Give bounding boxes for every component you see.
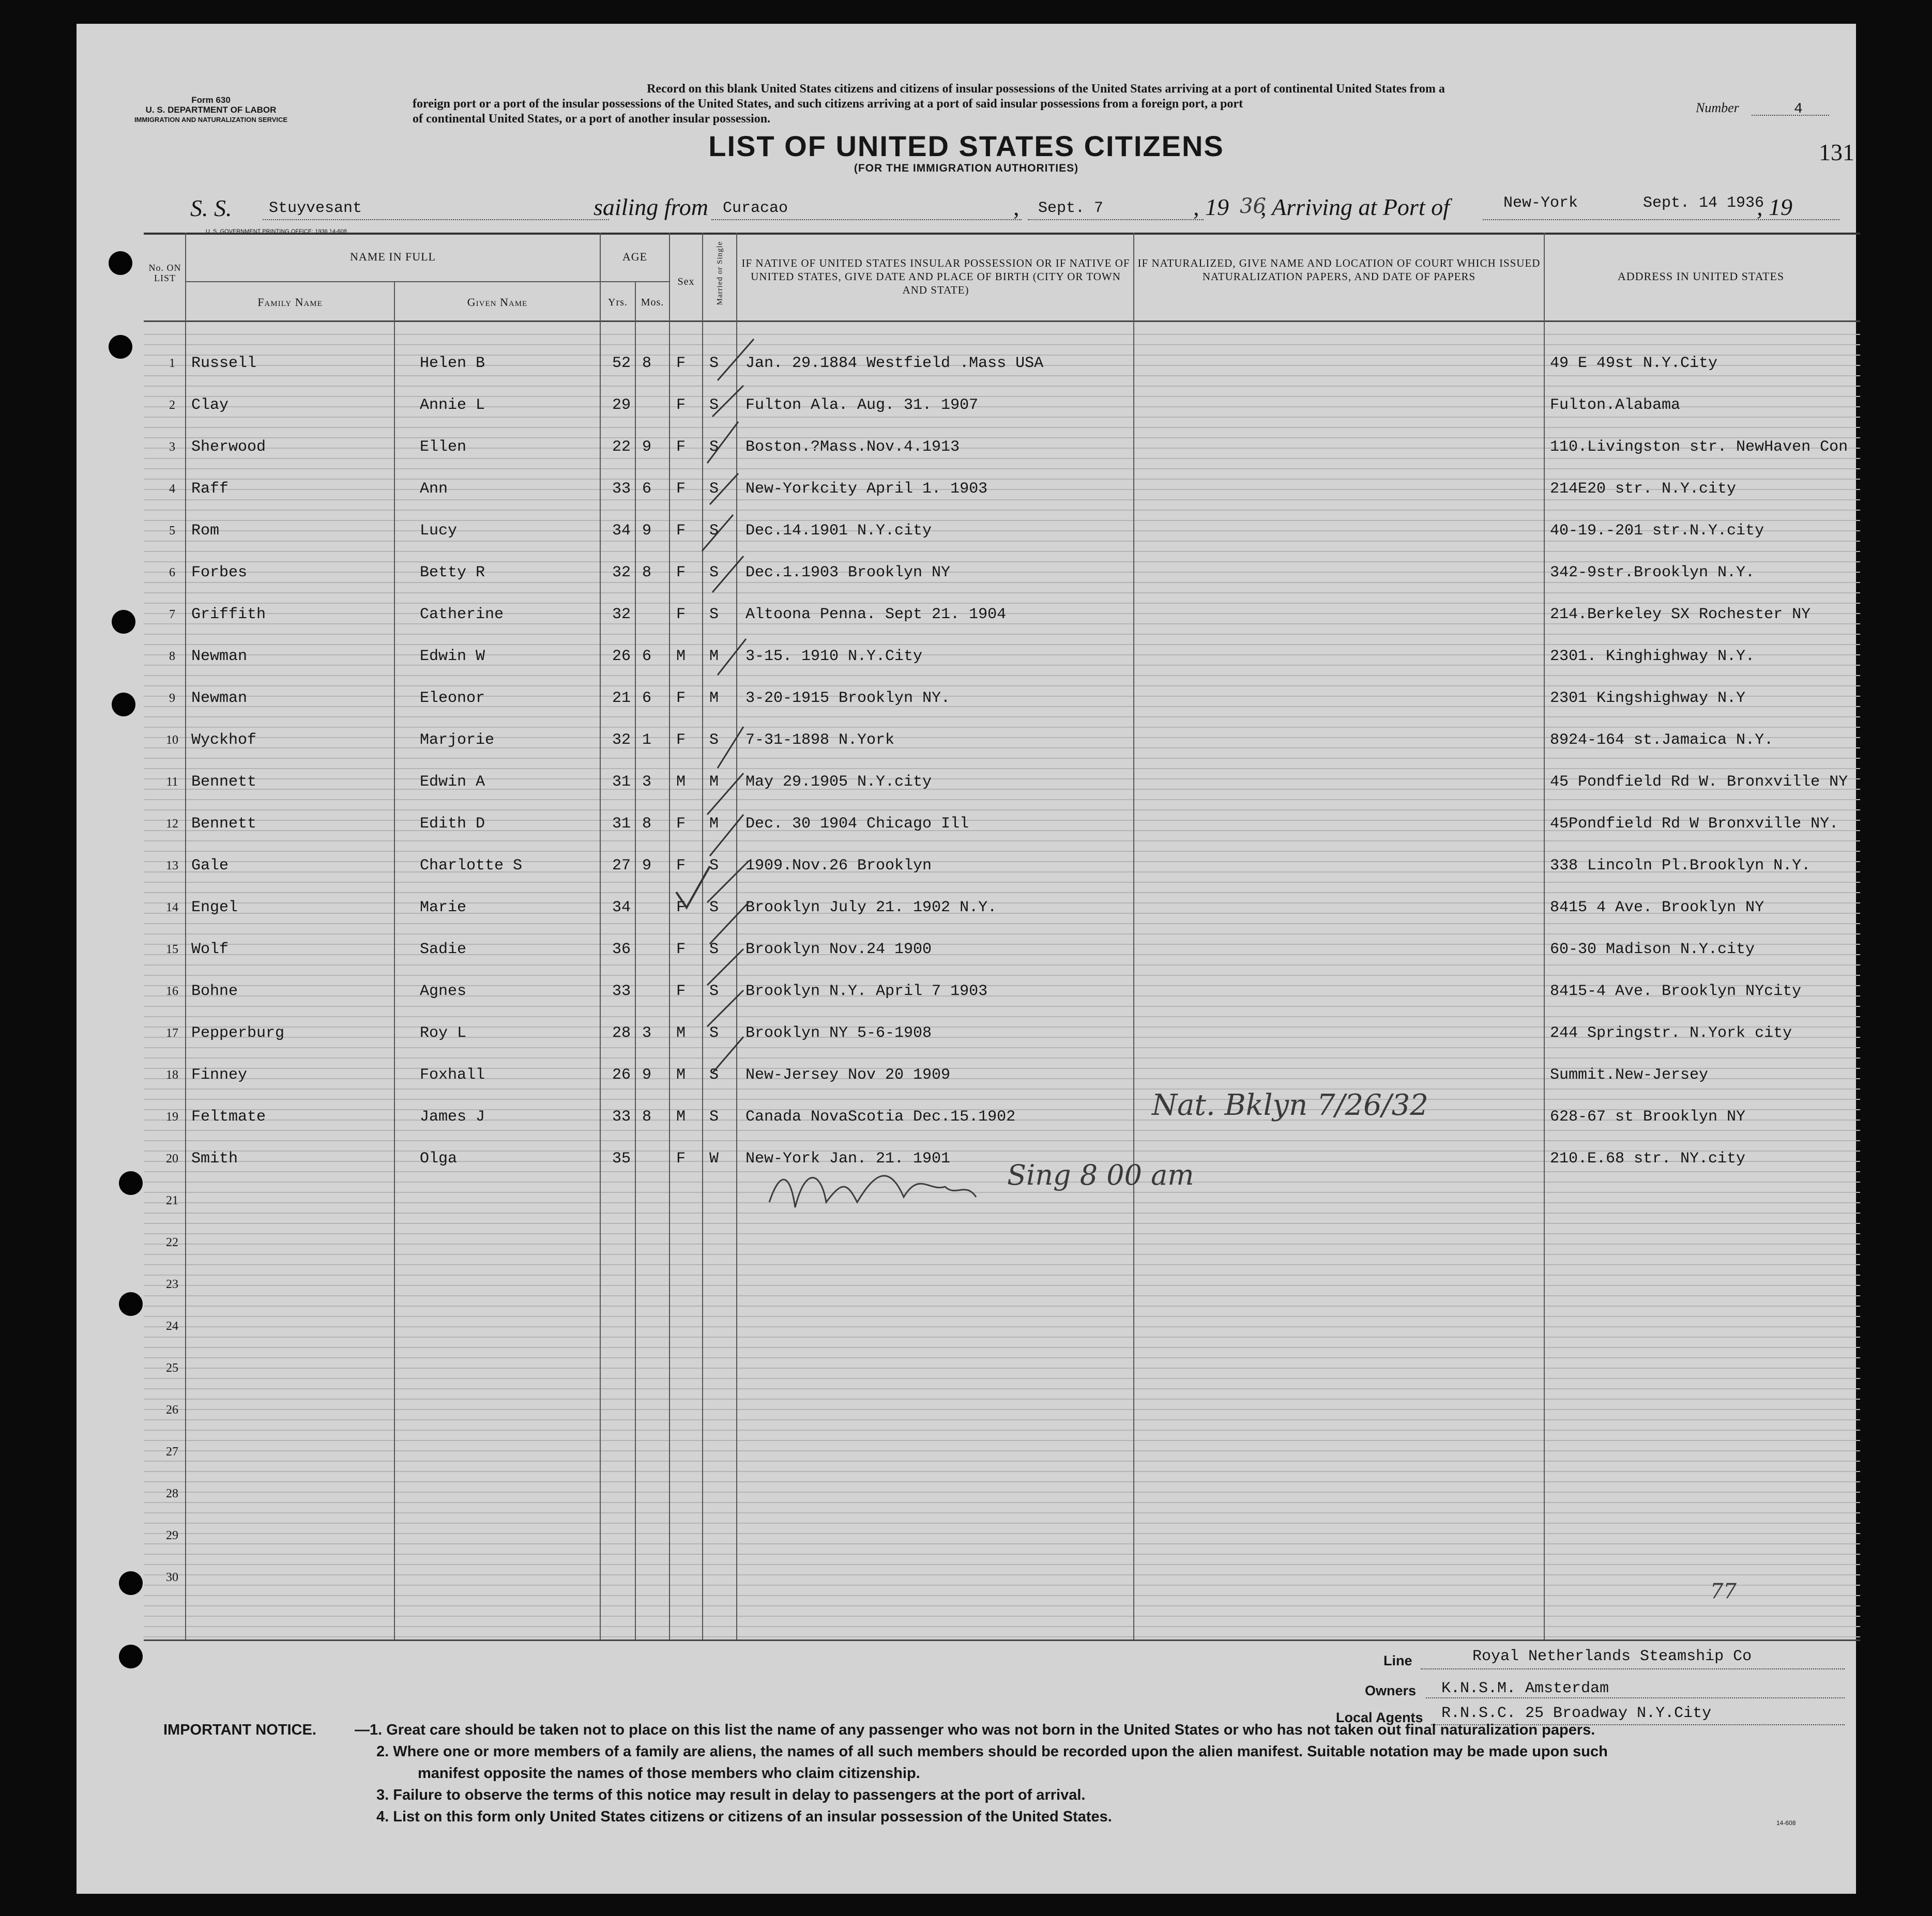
cell-ms: M bbox=[709, 815, 719, 833]
cell-address: 210.E.68 str. NY.city bbox=[1550, 1150, 1746, 1168]
header-birth: IF NATIVE OF UNITED STATES INSULAR POSSESSION OR IF NATIVE OF UNITED STATES, GIVE DATE AND PLACE OF BIRTH (CITY OR TOWN AND STATE) bbox=[741, 257, 1130, 296]
cell-given: Edith D bbox=[420, 815, 485, 833]
row-number: 4 bbox=[169, 482, 175, 496]
row-number: 5 bbox=[169, 524, 175, 538]
cell-ms: S bbox=[709, 983, 719, 1000]
footer-code: 14-608 bbox=[1776, 1819, 1796, 1827]
cell-given: Agnes bbox=[420, 983, 467, 1000]
cell-given: Eleonor bbox=[420, 689, 485, 707]
cell-yrs: 33 bbox=[612, 1108, 631, 1126]
row-number: 11 bbox=[166, 775, 178, 789]
cell-sex: M bbox=[676, 648, 686, 665]
row-number: 14 bbox=[166, 901, 178, 914]
header-address: ADDRESS IN UNITED STATES bbox=[1617, 270, 1785, 283]
cell-sex: F bbox=[676, 396, 686, 414]
cell-address: Summit.New-Jersey bbox=[1550, 1066, 1709, 1084]
row-number: 1 bbox=[169, 357, 175, 370]
cell-address: 45 Pondfield Rd W. Bronxville NY bbox=[1550, 773, 1848, 791]
department-name: U. S. DEPARTMENT OF LABOR bbox=[145, 105, 277, 115]
row-number: 28 bbox=[166, 1487, 178, 1500]
cell-family: Feltmate bbox=[191, 1108, 266, 1126]
cell-given: Charlotte S bbox=[420, 857, 523, 875]
header-name-in-full: NAME IN FULL bbox=[350, 250, 436, 263]
from-port: Curacao bbox=[723, 200, 788, 217]
cell-ms: S bbox=[709, 731, 719, 749]
cell-sex: F bbox=[676, 815, 686, 833]
cell-ms: M bbox=[709, 773, 719, 791]
cell-yrs: 35 bbox=[612, 1150, 631, 1168]
manifest-sheet bbox=[77, 24, 1856, 1894]
cell-sex: F bbox=[676, 355, 686, 372]
cell-ms: M bbox=[709, 689, 719, 707]
cell-sex: F bbox=[676, 606, 686, 623]
row-number: 20 bbox=[166, 1152, 178, 1166]
cell-address: 214.Berkeley SX Rochester NY bbox=[1550, 606, 1811, 623]
cell-mos: 9 bbox=[642, 1066, 652, 1084]
cell-family: Newman bbox=[191, 689, 248, 707]
cell-sex: F bbox=[676, 899, 686, 916]
cell-ms: W bbox=[709, 1150, 719, 1168]
cell-sex: F bbox=[676, 689, 686, 707]
cell-birth: Fulton Ala. Aug. 31. 1907 bbox=[746, 396, 979, 414]
cell-mos: 9 bbox=[642, 438, 652, 456]
row-number: 19 bbox=[166, 1110, 178, 1124]
agents-value: R.N.S.C. 25 Broadway N.Y.City bbox=[1441, 1705, 1712, 1722]
cell-address: 8415-4 Ave. Brooklyn NYcity bbox=[1550, 983, 1802, 1000]
year-prefix: , 19 bbox=[1193, 194, 1229, 220]
header-no: No. ON LIST bbox=[148, 263, 181, 283]
row-number: 26 bbox=[166, 1403, 178, 1417]
row-number: 8 bbox=[169, 650, 175, 663]
owners-value: K.N.S.M. Amsterdam bbox=[1441, 1680, 1609, 1697]
page-subtitle: (FOR THE IMMIGRATION AUTHORITIES) bbox=[854, 162, 1079, 174]
cell-birth: 7-31-1898 N.York bbox=[746, 731, 895, 749]
cell-yrs: 34 bbox=[612, 899, 631, 916]
cell-mos: 3 bbox=[642, 1024, 652, 1042]
cell-given: James J bbox=[420, 1108, 485, 1126]
cell-yrs: 28 bbox=[612, 1024, 631, 1042]
cell-yrs: 29 bbox=[612, 396, 631, 414]
owners-label: Owners bbox=[1365, 1683, 1417, 1698]
cell-mos: 8 bbox=[642, 564, 652, 581]
service-name: IMMIGRATION AND NATURALIZATION SERVICE bbox=[134, 116, 288, 124]
cell-given: Edwin W bbox=[420, 648, 485, 665]
instructions-line: foreign port or a port of the insular possessions of the United States, and such citizens arriving at a port of said insular possessions from a foreign port, a port bbox=[413, 97, 1243, 111]
cell-birth: Dec.1.1903 Brooklyn NY bbox=[746, 564, 951, 581]
cell-family: Bohne bbox=[191, 983, 238, 1000]
cell-family: Russell bbox=[191, 355, 257, 372]
cell-mos: 3 bbox=[642, 773, 652, 791]
cell-mos: 8 bbox=[642, 815, 652, 833]
cell-birth: Dec.14.1901 N.Y.city bbox=[746, 522, 932, 540]
cell-family: Newman bbox=[191, 648, 248, 665]
cell-family: Engel bbox=[191, 899, 238, 916]
cell-mos: 6 bbox=[642, 480, 652, 498]
cell-address: 2301 Kingshighway N.Y bbox=[1550, 689, 1746, 707]
cell-mos: 6 bbox=[642, 648, 652, 665]
cell-family: Bennett bbox=[191, 815, 257, 833]
arrival-port: New-York bbox=[1503, 194, 1578, 212]
cell-address: 8924-164 st.Jamaica N.Y. bbox=[1550, 731, 1774, 749]
header-family-name: Family Name bbox=[257, 296, 323, 309]
cell-yrs: 52 bbox=[612, 355, 631, 372]
cell-yrs: 26 bbox=[612, 1066, 631, 1084]
cell-birth: Brooklyn Nov.24 1900 bbox=[746, 941, 932, 958]
cell-family: Pepperburg bbox=[191, 1024, 285, 1042]
year-prefix-2: , 19 bbox=[1757, 194, 1792, 220]
cell-birth: Canada NovaScotia Dec.15.1902 bbox=[746, 1108, 1016, 1126]
ship-name: Stuyvesant bbox=[269, 200, 362, 217]
header-mos: Mos. bbox=[641, 297, 664, 308]
row-number: 27 bbox=[166, 1445, 178, 1459]
cell-given: Sadie bbox=[420, 941, 467, 958]
cell-yrs: 22 bbox=[612, 438, 631, 456]
page-number: 131 bbox=[1819, 139, 1854, 165]
cell-given: Roy L bbox=[420, 1024, 467, 1042]
cell-birth: Brooklyn July 21. 1902 N.Y. bbox=[746, 899, 997, 916]
row-number: 23 bbox=[166, 1278, 178, 1291]
notice-item: 4. List on this form only United States citizens or citizens of an insular possession of the United States. bbox=[376, 1808, 1112, 1825]
row-number: 2 bbox=[169, 398, 175, 412]
printer-note: U. S. GOVERNMENT PRINTING OFFICE: 1936 14-608 bbox=[206, 228, 347, 235]
cell-family: Forbes bbox=[191, 564, 248, 581]
cell-mos: 8 bbox=[642, 355, 652, 372]
owners-rule bbox=[1426, 1697, 1845, 1698]
cell-yrs: 21 bbox=[612, 689, 631, 707]
cell-birth: Jan. 29.1884 Westfield .Mass USA bbox=[746, 355, 1044, 372]
row-number: 18 bbox=[166, 1068, 178, 1082]
comma: , bbox=[1013, 194, 1020, 220]
cell-sex: F bbox=[676, 983, 686, 1000]
cell-ms: S bbox=[709, 1066, 719, 1084]
cell-address: 45Pondfield Rd W Bronxville NY. bbox=[1550, 815, 1839, 833]
notice-item: —1. Great care should be taken not to place on this list the name of any passenger who was not born in the United States or who has not taken out final naturalization papers. bbox=[355, 1722, 1595, 1738]
cell-yrs: 33 bbox=[612, 480, 631, 498]
cell-yrs: 31 bbox=[612, 773, 631, 791]
cell-given: Ellen bbox=[420, 438, 467, 456]
notice-item: 2. Where one or more members of a family are aliens, the names of all such members should be recorded upon the alien manifest. Suitable notation may be made upon such bbox=[376, 1743, 1608, 1760]
header-age: AGE bbox=[622, 250, 648, 263]
cell-given: Foxhall bbox=[420, 1066, 485, 1084]
cell-family: Bennett bbox=[191, 773, 257, 791]
sailing-from-label: sailing from bbox=[594, 194, 708, 220]
cell-ms: S bbox=[709, 396, 719, 414]
cell-given: Betty R bbox=[420, 564, 485, 581]
cell-family: Wolf bbox=[191, 941, 229, 958]
cell-mos: 9 bbox=[642, 857, 652, 875]
cell-address: 628-67 st Brooklyn NY bbox=[1550, 1108, 1746, 1126]
cell-mos: 8 bbox=[642, 1108, 652, 1126]
cell-sex: F bbox=[676, 438, 686, 456]
cell-birth: Dec. 30 1904 Chicago Ill bbox=[746, 815, 969, 833]
cell-ms: S bbox=[709, 438, 719, 456]
row-number: 21 bbox=[166, 1194, 178, 1207]
cell-yrs: 36 bbox=[612, 941, 631, 958]
row-number: 7 bbox=[169, 608, 175, 621]
cell-given: Helen B bbox=[420, 355, 485, 372]
row-number: 29 bbox=[166, 1529, 178, 1542]
cell-family: Clay bbox=[191, 396, 229, 414]
cell-sex: F bbox=[676, 480, 686, 498]
header-yrs: Yrs. bbox=[608, 297, 628, 308]
row-number: 9 bbox=[169, 692, 175, 705]
cell-sex: M bbox=[676, 1066, 686, 1084]
year-prefix-text: 19 bbox=[1205, 194, 1229, 220]
cell-sex: M bbox=[676, 773, 686, 791]
header-married: Married or Single bbox=[716, 241, 724, 305]
cell-ms: S bbox=[709, 606, 719, 623]
cell-given: Annie L bbox=[420, 396, 485, 414]
cell-sex: M bbox=[676, 1024, 686, 1042]
cell-yrs: 27 bbox=[612, 857, 631, 875]
year-value: 36 bbox=[1240, 194, 1266, 218]
cell-address: 110.Livingston str. NewHaven Con bbox=[1550, 438, 1848, 456]
cell-family: Rom bbox=[191, 522, 220, 540]
number-label: Number bbox=[1696, 100, 1739, 115]
row-number: 10 bbox=[166, 733, 178, 747]
cell-given: Edwin A bbox=[420, 773, 485, 791]
cell-given: Marie bbox=[420, 899, 467, 916]
row-number: 25 bbox=[166, 1361, 178, 1375]
line-rule bbox=[1421, 1668, 1845, 1669]
header-naturalized: IF NATURALIZED, GIVE NAME AND LOCATION OF COURT WHICH ISSUED NATURALIZATION PAPERS, AND DATE OF PAPERS bbox=[1137, 257, 1541, 283]
cell-yrs: 34 bbox=[612, 522, 631, 540]
cell-birth: Boston.?Mass.Nov.4.1913 bbox=[746, 438, 960, 456]
cell-ms: S bbox=[709, 522, 719, 540]
cell-family: Raff bbox=[191, 480, 229, 498]
cell-family: Sherwood bbox=[191, 438, 266, 456]
cell-sex: F bbox=[676, 564, 686, 581]
notice-item: 3. Failure to observe the terms of this notice may result in delay to passengers at the port of arrival. bbox=[376, 1787, 1086, 1803]
cell-yrs: 32 bbox=[612, 731, 631, 749]
header-given-name: Given Name bbox=[467, 296, 528, 309]
cell-ms: S bbox=[709, 857, 719, 875]
cell-address: 214E20 str. N.Y.city bbox=[1550, 480, 1737, 498]
row-number: 12 bbox=[166, 817, 178, 831]
page-title: LIST OF UNITED STATES CITIZENS bbox=[708, 130, 1224, 162]
row-number: 3 bbox=[169, 440, 175, 454]
row-number: 15 bbox=[166, 943, 178, 956]
cell-birth: New-York Jan. 21. 1901 bbox=[746, 1150, 951, 1168]
cell-family: Griffith bbox=[191, 606, 266, 623]
row-number: 16 bbox=[166, 985, 178, 998]
cell-sex: F bbox=[676, 941, 686, 958]
punch-hole bbox=[119, 1645, 143, 1668]
passenger-table-body bbox=[77, 24, 1856, 1642]
row-number: 22 bbox=[166, 1236, 178, 1249]
depart-date: Sept. 7 bbox=[1038, 200, 1104, 217]
cell-address: 244 Springstr. N.York city bbox=[1550, 1024, 1792, 1042]
cell-birth: New-Yorkcity April 1. 1903 bbox=[746, 480, 988, 498]
cell-address: 2301. Kinghighway N.Y. bbox=[1550, 648, 1755, 665]
row-number: 6 bbox=[169, 566, 175, 579]
arriving-label: , Arriving at Port of bbox=[1260, 194, 1450, 220]
row-number: 13 bbox=[166, 859, 178, 872]
row-number: 17 bbox=[166, 1026, 178, 1040]
line-value: Royal Netherlands Steamship Co bbox=[1472, 1648, 1752, 1665]
cell-ms: S bbox=[709, 1108, 719, 1126]
cell-ms: S bbox=[709, 564, 719, 581]
signature-note: Sing 8 00 am bbox=[1007, 1159, 1194, 1191]
cell-given: Lucy bbox=[420, 522, 458, 540]
cell-yrs: 26 bbox=[612, 648, 631, 665]
header-sex: Sex bbox=[677, 276, 695, 287]
cell-birth: 3-20-1915 Brooklyn NY. bbox=[746, 689, 951, 707]
cell-family: Wyckhof bbox=[191, 731, 257, 749]
cell-mos: 6 bbox=[642, 689, 652, 707]
line-label: Line bbox=[1383, 1653, 1412, 1668]
cell-given: Catherine bbox=[420, 606, 504, 623]
cell-sex: F bbox=[676, 1150, 686, 1168]
cell-address: 49 E 49st N.Y.City bbox=[1550, 355, 1718, 372]
cell-ms: S bbox=[709, 355, 719, 372]
agents-label: Local Agents bbox=[1336, 1710, 1423, 1725]
cell-yrs: 32 bbox=[612, 564, 631, 581]
checkmark-strokes bbox=[697, 334, 759, 1213]
cell-mos: 9 bbox=[642, 522, 652, 540]
ss-label: S. S. bbox=[190, 195, 232, 221]
cell-sex: F bbox=[676, 731, 686, 749]
cell-ms: M bbox=[709, 648, 719, 665]
cell-given: Ann bbox=[420, 480, 448, 498]
cell-birth: Brooklyn NY 5-6-1908 bbox=[746, 1024, 932, 1042]
cell-address: 60-30 Madison N.Y.city bbox=[1550, 941, 1755, 958]
cell-address: Fulton.Alabama bbox=[1550, 396, 1681, 414]
cell-given: Olga bbox=[420, 1150, 458, 1168]
form-number: Form 630 bbox=[191, 95, 231, 105]
row-number: 30 bbox=[166, 1571, 178, 1584]
cell-mos: 1 bbox=[642, 731, 652, 749]
cell-sex: M bbox=[676, 1108, 686, 1126]
arrival-date: Sept. 14 1936 bbox=[1643, 194, 1764, 212]
cell-birth: May 29.1905 N.Y.city bbox=[746, 773, 932, 791]
notice-heading: IMPORTANT NOTICE. bbox=[163, 1722, 316, 1738]
cell-ms: S bbox=[709, 941, 719, 958]
row-number: 24 bbox=[166, 1320, 178, 1333]
naturalization-note: Nat. Bklyn 7/26/32 bbox=[1152, 1089, 1428, 1122]
margin-mark: 77 bbox=[1710, 1580, 1737, 1603]
cell-family: Gale bbox=[191, 857, 229, 875]
number-value: 4 bbox=[1794, 101, 1803, 117]
cell-address: 8415 4 Ave. Brooklyn NY bbox=[1550, 899, 1764, 916]
cell-yrs: 33 bbox=[612, 983, 631, 1000]
cell-sex: F bbox=[676, 522, 686, 540]
instructions-line: Record on this blank United States citizens and citizens of insular possessions of the United States arriving at a port of continental United States from a bbox=[647, 82, 1445, 96]
cell-sex: F bbox=[676, 857, 686, 875]
cell-address: 342-9str.Brooklyn N.Y. bbox=[1550, 564, 1755, 581]
cell-birth: Brooklyn N.Y. April 7 1903 bbox=[746, 983, 988, 1000]
cell-ms: S bbox=[709, 899, 719, 916]
cell-yrs: 31 bbox=[612, 815, 631, 833]
cell-given: Marjorie bbox=[420, 731, 495, 749]
cell-birth: New-Jersey Nov 20 1909 bbox=[746, 1066, 951, 1084]
cell-family: Smith bbox=[191, 1150, 238, 1168]
cell-birth: 1909.Nov.26 Brooklyn bbox=[746, 857, 932, 875]
instructions-line: of continental United States, or a port of another insular possession. bbox=[413, 112, 771, 126]
cell-family: Finney bbox=[191, 1066, 248, 1084]
cell-ms: S bbox=[709, 1024, 719, 1042]
cell-ms: S bbox=[709, 480, 719, 498]
cell-address: 40-19.-201 str.N.Y.city bbox=[1550, 522, 1764, 540]
cell-yrs: 32 bbox=[612, 606, 631, 623]
cell-birth: Altoona Penna. Sept 21. 1904 bbox=[746, 606, 1007, 623]
tick-mark-icon bbox=[671, 861, 712, 918]
notice-item: manifest opposite the names of those members who claim citizenship. bbox=[418, 1765, 920, 1782]
cell-birth: 3-15. 1910 N.Y.City bbox=[746, 648, 923, 665]
cell-address: 338 Lincoln Pl.Brooklyn N.Y. bbox=[1550, 857, 1811, 875]
